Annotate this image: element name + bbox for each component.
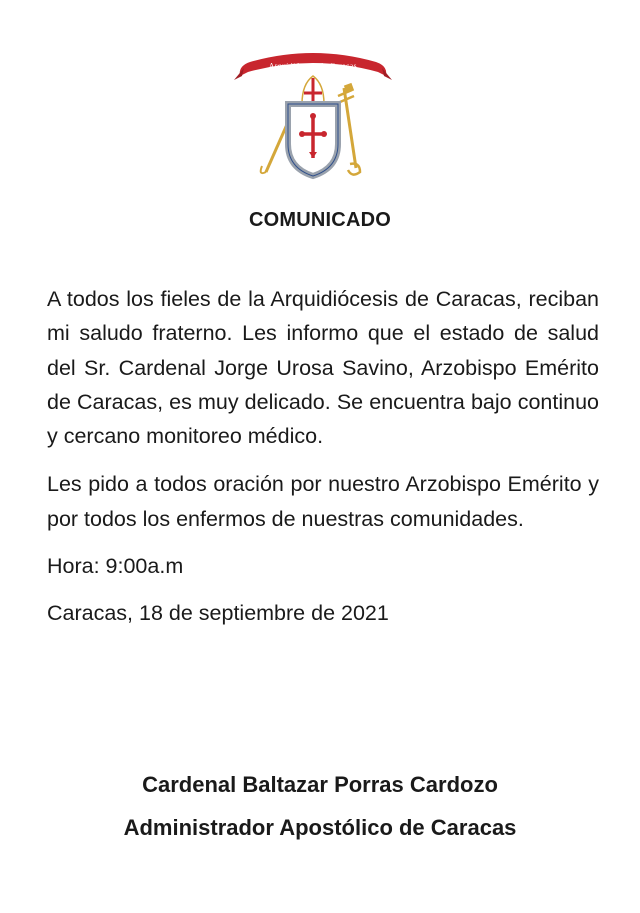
- document-title: COMUNICADO: [249, 209, 391, 231]
- signature-name: Cardenal Baltazar Porras Cardozo: [142, 772, 498, 797]
- crest-motto: Arquidiócesis de Caracas: [268, 61, 358, 70]
- paragraph-prayer-request: Les pido a todos oración por nuestro Arzobispo Emérito y por todos los enfermos de nuestras comunidades.: [47, 472, 599, 531]
- archdiocese-coat-of-arms: [232, 46, 394, 182]
- signature-role: Administrador Apostólico de Caracas: [123, 815, 517, 840]
- document-body: [47, 282, 599, 631]
- paragraph-announcement: A todos los fieles de la Arquidiócesis de Caracas, reciban mi saludo fraterno. Les informo que el estado de salud del Sr. Cardenal Jorge Urosa Savino, Arzobispo Emérito de Caracas, es muy delicado. Se encuentra bajo continuo y cercano monitoreo médico.: [47, 287, 599, 449]
- paragraph-place-date: Caracas, 18 de septiembre de 2021: [47, 601, 389, 626]
- paragraph-time: Hora: 9:00a.m: [47, 554, 184, 579]
